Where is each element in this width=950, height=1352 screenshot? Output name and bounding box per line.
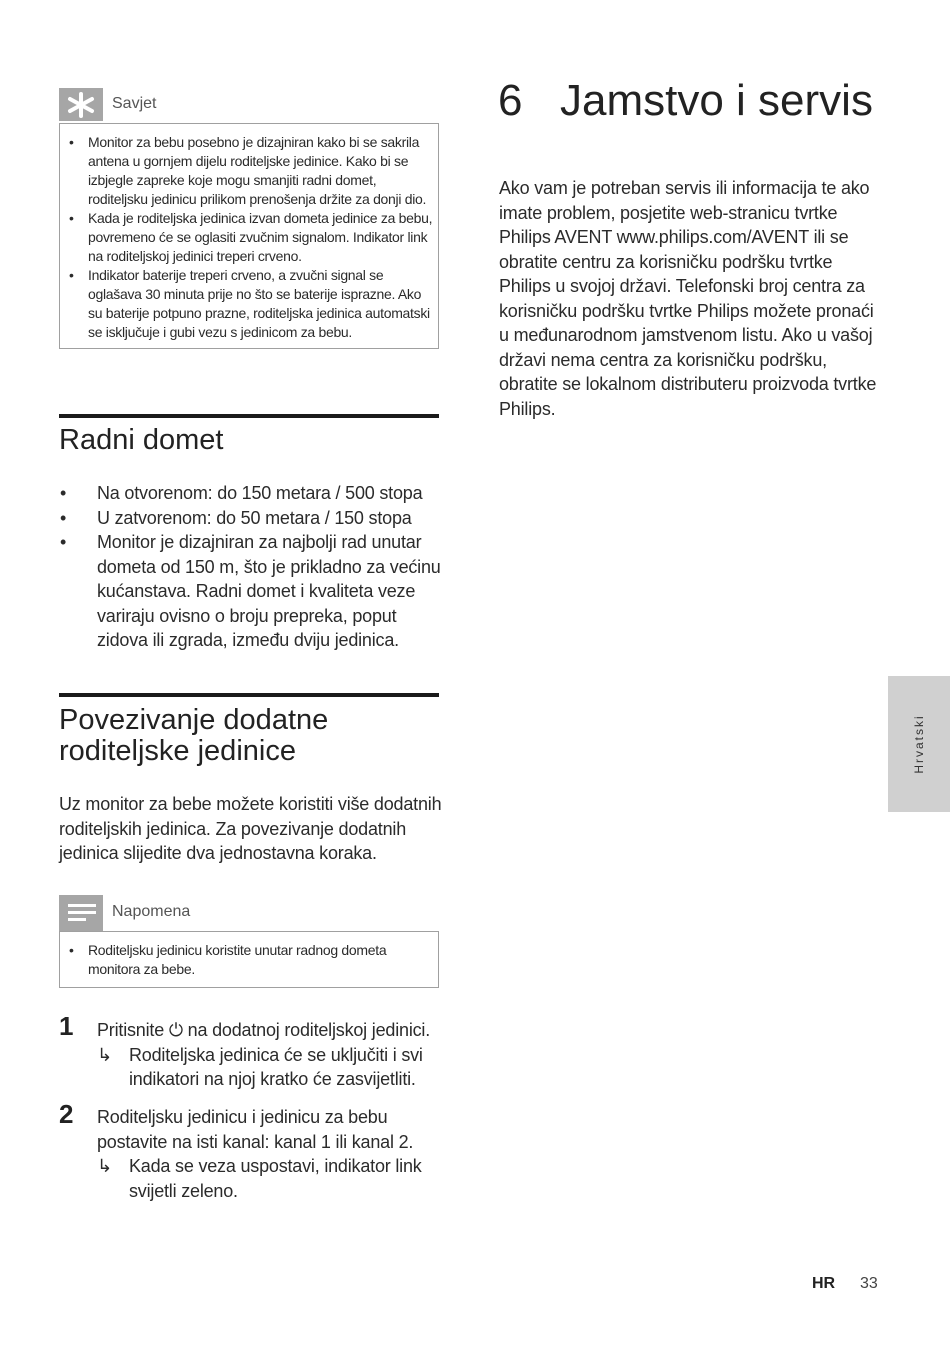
range-item: • Monitor je dizajniran za najbolji rad unutar dometa od 150 m, što je prikladno za većinu kućanstava. Radni domet i kvaliteta veze variraju ovisno o broju prepreka, poput zidova ili zgrada, između dviju jedinica. [59,530,444,653]
range-item: • Na otvorenom: do 150 metara / 500 stopa [59,481,444,506]
page-number: 33 [860,1275,878,1292]
step-1 [97,1018,442,1092]
tip-icon [59,88,103,121]
step-result [97,1154,442,1203]
note-icon [59,895,103,931]
footer-language: HR [812,1275,836,1292]
step-number: 1 [59,1011,74,1041]
note-item: • Roditeljsku jedinicu koristite unutar radnog dometa monitora za bebe. [60,941,420,979]
step-result-text: Kada se veza uspostavi, indikator link svijetli zeleno. [129,1156,422,1201]
connect-intro: Uz monitor za bebe možete koristiti više dodatnih roditeljskih jedinica. Za povezivanje dodatnih jedinica slijedite dva jednostavna koraka. [59,794,442,863]
tip-list [60,133,438,342]
language-tab [888,676,950,812]
tip-item: • Monitor za bebu posebno je dizajniran kako bi se sakrila antena u gornjem dijelu roditeljske jedinice. Kako bi se izbjegle zapreke koje mogu smanjiti radni domet, roditeljsku jedinicu prilikom prenošenja držite za donji dio. [60,133,438,209]
result-arrow-icon: ↳ [97,1156,112,1176]
result-arrow-icon: ↳ [97,1044,112,1065]
connect-section-title [59,705,328,767]
range-section-title: Radni domet [59,424,224,456]
connect-title-line2: roditeljske jedinice [59,735,296,767]
tip-item: • Indikator baterije treperi crveno, a zvučni signal se oglašava 30 minuta prije no što se baterije isprazne. Ako su baterije potpuno prazne, roditeljska jedinica automatski se isključuje i gubi vezu s jedinicom za bebu. [60,266,438,342]
note-label: Napomena [112,903,191,920]
step-result-text: Roditeljska jedinica će se uključiti i svi indikatori na njoj kratko će zasvijetliti. [129,1044,423,1089]
language-tab-label: Hrvatski [912,714,926,774]
section-rule [59,414,439,418]
range-item: • U zatvorenom: do 50 metara / 150 stopa [59,506,444,531]
step-text: Pritisnite ⏻ na dodatnoj roditeljskoj jedinici. [97,1020,431,1040]
section-rule [59,693,439,697]
tip-item: • Kada je roditeljska jedinica izvan dometa jedinice za bebu, povremeno će se oglasiti zvučnim signalom. Indikator link na roditeljskoj jedinici treperi crveno. [60,209,438,266]
chapter-body: Ako vam je potreban servis ili informacija te ako imate problem, posjetite web-stranicu tvrtke Philips AVENT www.philips.com/AVENT ili se obratite centru za korisničku podršku tvrtke Philips u svojoj državi. Telefonski broj centra za korisničku podršku tvrtke Philips možete pronaći u međunarodnom jamstvenom listu. Ako u vašoj državi nema centra za korisničku podršku, obratite se lokalnom distributeru proizvoda tvrtke Philips. [499,178,877,419]
connect-title-line1: Povezivanje dodatne [59,704,329,736]
step-2 [97,1105,442,1203]
note-list [60,941,420,979]
chapter-title: Jamstvo i servis [560,76,873,125]
tip-label: Savjet [112,95,157,112]
range-list [59,481,444,653]
step-number: 2 [59,1099,74,1129]
chapter-number: 6 [498,76,523,125]
step-text: Roditeljsku jedinicu i jedinicu za bebu postavite na isti kanal: kanal 1 ili kanal 2. [97,1107,414,1152]
step-result [97,1043,442,1092]
